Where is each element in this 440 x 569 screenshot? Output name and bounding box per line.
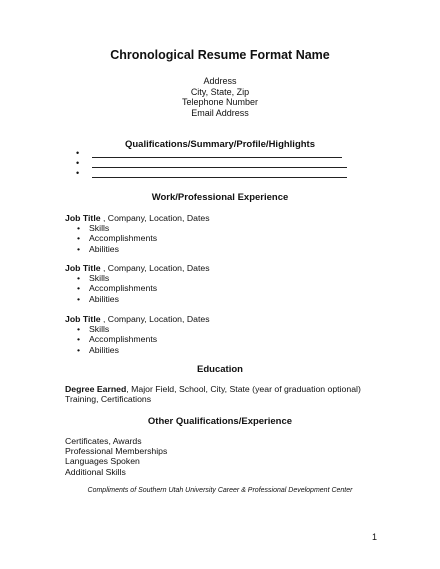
contact-city-state-zip: City, State, Zip	[190, 86, 250, 97]
blank-line-row	[72, 150, 362, 160]
job-details: , Company, Location, Dates	[100, 213, 210, 223]
page-number: 1	[372, 532, 378, 542]
list-item: • Accomplishments	[77, 283, 158, 294]
list-item: Additional Skills	[65, 466, 126, 477]
blank-underline	[92, 167, 347, 168]
job-entry	[65, 213, 385, 254]
bullet-icon: •	[77, 243, 81, 254]
job-details: , Company, Location, Dates	[100, 263, 210, 273]
page-title: Chronological Resume Format Name	[110, 48, 330, 62]
list-item: • Accomplishments	[77, 334, 158, 345]
list-item: • Accomplishments	[77, 233, 158, 244]
contact-email: Email Address	[191, 107, 249, 118]
contact-telephone: Telephone Number	[181, 97, 259, 107]
job-entry	[65, 314, 385, 355]
list-item: • Skills	[77, 324, 110, 335]
education-degree-line	[65, 384, 395, 394]
qualifications-heading: Qualifications/Summary/Profile/Highlights	[124, 139, 316, 150]
blank-line-row	[72, 160, 362, 170]
list-item: • Abilities	[77, 344, 119, 355]
job-header	[65, 213, 385, 223]
job-title: Job Title	[65, 213, 101, 223]
bullet-icon: •	[77, 324, 81, 335]
bullet-icon: •	[76, 168, 80, 178]
education-heading: Education	[197, 364, 243, 375]
contact-block	[0, 76, 440, 118]
bullet-icon: •	[77, 223, 81, 234]
blank-underline	[92, 157, 342, 158]
bullet-icon: •	[76, 158, 80, 168]
list-item: • Abilities	[77, 243, 119, 254]
work-heading: Work/Professional Experience	[151, 192, 289, 203]
education-block	[65, 384, 395, 404]
contact-address: Address	[203, 76, 237, 86]
job-items-list	[65, 223, 385, 254]
job-header	[65, 263, 385, 273]
list-item: • Skills	[77, 273, 110, 284]
job-items-list	[65, 324, 385, 355]
footer-credit: Compliments of Southern Utah University Career & Professional Development Center	[87, 487, 353, 494]
bullet-icon: •	[77, 334, 81, 345]
list-item: Languages Spoken	[65, 456, 140, 467]
job-entry	[65, 263, 385, 304]
other-qualifications-heading: Other Qualifications/Experience	[147, 416, 293, 427]
degree-earned: Degree Earned	[65, 384, 127, 394]
job-header	[65, 314, 385, 324]
degree-details: , Major Field, School, City, State (year of graduation optional)	[126, 384, 361, 394]
job-details: , Company, Location, Dates	[100, 314, 210, 324]
list-item: Certificates, Awards	[65, 436, 142, 446]
job-items-list	[65, 273, 385, 304]
education-training-line: Training, Certifications	[65, 394, 152, 405]
list-item: • Skills	[77, 223, 110, 234]
blank-line-row	[72, 170, 362, 180]
list-item: • Abilities	[77, 293, 119, 304]
job-title: Job Title	[65, 263, 101, 273]
other-qualifications-list	[65, 436, 365, 477]
qualifications-blank-list	[72, 150, 362, 180]
bullet-icon: •	[77, 293, 81, 304]
list-item: Professional Memberships	[65, 446, 168, 457]
bullet-icon: •	[77, 233, 81, 244]
bullet-icon: •	[77, 344, 81, 355]
job-title: Job Title	[65, 314, 101, 324]
bullet-icon: •	[77, 283, 81, 294]
bullet-icon: •	[76, 148, 80, 158]
bullet-icon: •	[77, 273, 81, 284]
blank-underline	[92, 177, 347, 178]
